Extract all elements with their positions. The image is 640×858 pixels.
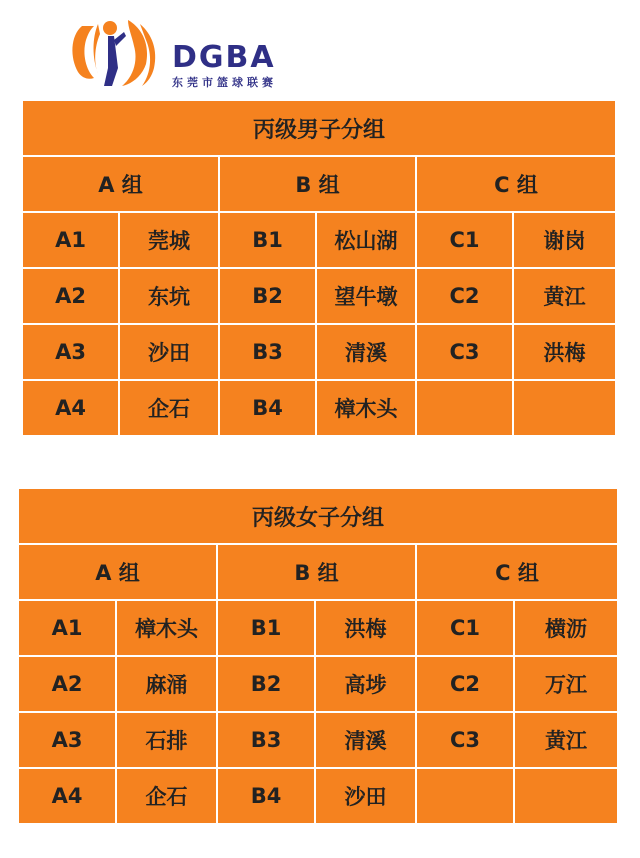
seed-code: B2 — [219, 268, 316, 324]
women-group-header-b: B 组 — [217, 544, 416, 600]
seed-code: B1 — [219, 212, 316, 268]
table-row — [18, 712, 618, 768]
team-name: 万江 — [514, 656, 618, 712]
table-row — [22, 268, 616, 324]
seed-code: B4 — [217, 768, 315, 824]
men-group-header-a: A 组 — [22, 156, 219, 212]
dgba-logo — [68, 14, 288, 94]
team-name: 黄江 — [514, 712, 618, 768]
basketball-player-logo-icon — [68, 14, 168, 94]
brand-subtitle: 东莞市篮球联赛 — [172, 76, 277, 89]
team-name: 沙田 — [119, 324, 219, 380]
seed-code: A4 — [18, 768, 116, 824]
team-name — [514, 768, 618, 824]
team-name: 沙田 — [315, 768, 416, 824]
table-row — [18, 768, 618, 824]
seed-code: B2 — [217, 656, 315, 712]
seed-code: A2 — [22, 268, 119, 324]
seed-code: A3 — [22, 324, 119, 380]
seed-code — [416, 768, 514, 824]
women-group-table — [17, 487, 619, 825]
seed-code: C3 — [416, 324, 513, 380]
seed-code: A1 — [22, 212, 119, 268]
seed-code: A1 — [18, 600, 116, 656]
team-name: 洪梅 — [513, 324, 616, 380]
team-name: 樟木头 — [116, 600, 217, 656]
table-row — [22, 380, 616, 436]
team-name: 高埗 — [315, 656, 416, 712]
women-group-header-c: C 组 — [416, 544, 618, 600]
men-group-header-b: B 组 — [219, 156, 416, 212]
seed-code: C2 — [416, 268, 513, 324]
seed-code: B1 — [217, 600, 315, 656]
seed-code: B4 — [219, 380, 316, 436]
table-row — [22, 212, 616, 268]
table-row — [22, 324, 616, 380]
team-name: 横沥 — [514, 600, 618, 656]
men-group-table — [21, 99, 617, 437]
seed-code — [416, 380, 513, 436]
team-name: 黄江 — [513, 268, 616, 324]
seed-code: B3 — [219, 324, 316, 380]
brand-name: DGBA — [172, 40, 276, 75]
team-name: 莞城 — [119, 212, 219, 268]
seed-code: C3 — [416, 712, 514, 768]
team-name: 松山湖 — [316, 212, 416, 268]
team-name: 谢岗 — [513, 212, 616, 268]
team-name: 望牛墩 — [316, 268, 416, 324]
seed-code: B3 — [217, 712, 315, 768]
seed-code: C1 — [416, 212, 513, 268]
seed-code: C2 — [416, 656, 514, 712]
team-name: 东坑 — [119, 268, 219, 324]
table-row — [18, 656, 618, 712]
women-group-header-a: A 组 — [18, 544, 217, 600]
men-table-title: 丙级男子分组 — [22, 100, 616, 156]
team-name — [513, 380, 616, 436]
team-name: 清溪 — [315, 712, 416, 768]
table-row — [18, 600, 618, 656]
seed-code: A3 — [18, 712, 116, 768]
team-name: 樟木头 — [316, 380, 416, 436]
team-name: 企石 — [119, 380, 219, 436]
seed-code: A4 — [22, 380, 119, 436]
seed-code: A2 — [18, 656, 116, 712]
team-name: 清溪 — [316, 324, 416, 380]
men-group-header-c: C 组 — [416, 156, 616, 212]
team-name: 企石 — [116, 768, 217, 824]
team-name: 石排 — [116, 712, 217, 768]
women-table-title: 丙级女子分组 — [18, 488, 618, 544]
team-name: 麻涌 — [116, 656, 217, 712]
team-name: 洪梅 — [315, 600, 416, 656]
seed-code: C1 — [416, 600, 514, 656]
